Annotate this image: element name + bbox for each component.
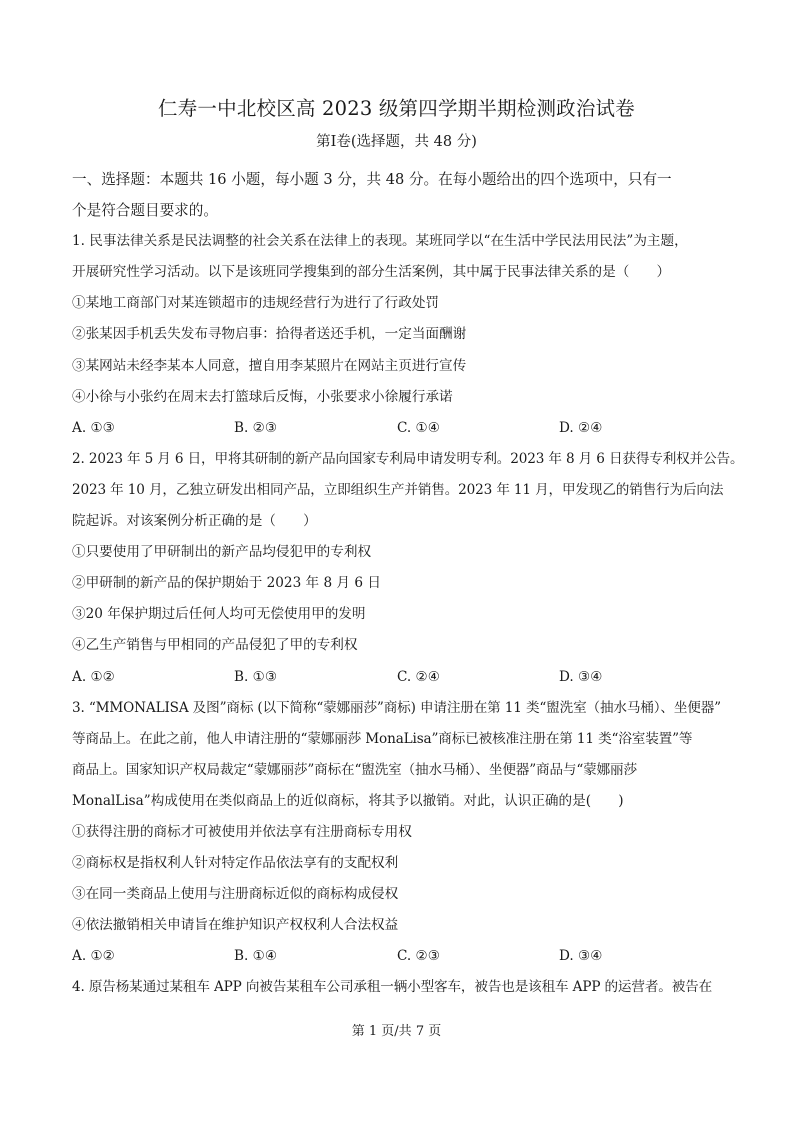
answer-options xyxy=(72,662,732,693)
question-item: ③某网站未经李某本人同意，擅自用李某照片在网站主页进行宣传 xyxy=(72,357,467,374)
question-3 xyxy=(72,693,732,973)
question-item: ④依法撤销相关申请旨在维护知识产权权利人合法权益 xyxy=(72,917,399,934)
option-d[interactable]: D. ③④ xyxy=(559,948,603,965)
question-stem: 4. 原告杨某通过某租车 APP 向被告某租车公司承租一辆小型客车，被告也是该租车 APP 的运营者。被告在 xyxy=(72,979,713,996)
answer-options xyxy=(72,413,732,444)
question-stem: 开展研究性学习活动。以下是该班同学搜集到的部分生活案例，其中属于民事法律关系的是（ ） xyxy=(72,264,671,281)
question-item: ③20 年保护期过后任何人均可无偿使用甲的发明 xyxy=(72,606,366,623)
option-a[interactable]: A. ①③ xyxy=(72,419,115,436)
option-d[interactable]: D. ②④ xyxy=(559,419,603,436)
question-1 xyxy=(72,226,732,444)
page-number: 第 1 页/共 7 页 xyxy=(351,1024,442,1039)
question-item: ③在同一类商品上使用与注册商标近似的商标构成侵权 xyxy=(72,886,399,903)
option-b[interactable]: B. ②③ xyxy=(234,419,278,436)
question-stem: 商品上。国家知识产权局裁定“蒙娜丽莎”商标在“盥洗室（抽水马桶）、坐便器”商品与“蒙娜丽莎 xyxy=(72,761,637,778)
exam-subtitle: 第Ⅰ卷(选择题，共 48 分) xyxy=(316,134,477,150)
option-d[interactable]: D. ③④ xyxy=(559,668,603,685)
question-item: ④小徐与小张约在周末去打篮球后反悔，小张要求小徐履行承诺 xyxy=(72,388,453,405)
question-stem: 2. 2023 年 5 月 6 日，甲将其研制的新产品向国家专利局申请发明专利。2023 年 8 月 6 日获得专利权并公告。 xyxy=(72,450,744,467)
question-item: ②甲研制的新产品的保护期始于 2023 年 8 月 6 日 xyxy=(72,575,381,592)
exam-body xyxy=(72,164,744,1004)
question-4 xyxy=(72,972,732,1003)
question-item: ①某地工商部门对某连锁超市的违规经营行为进行了行政处罚 xyxy=(72,295,440,312)
section-instruction: 一、选择题：本题共 16 小题，每小题 3 分，共 48 分。在每小题给出的四个选项中，只有一 xyxy=(72,171,672,188)
exam-title: 仁寿一中北校区高 2023 级第四学期半期检测政治试卷 xyxy=(158,97,635,120)
option-a[interactable]: A. ①② xyxy=(72,668,115,685)
question-stem: MonalLisa”构成使用在类似商品上的近似商标，将其予以撤销。对此，认识正确的是( ) xyxy=(72,792,624,809)
option-c[interactable]: C. ①④ xyxy=(397,419,440,436)
question-stem: 1. 民事法律关系是民法调整的社会关系在法律上的表现。某班同学以“在生活中学民法用民法”为主题， xyxy=(72,233,688,250)
question-stem: 院起诉。对该案例分析正确的是（ ） xyxy=(72,513,317,530)
question-2 xyxy=(72,444,744,693)
option-c[interactable]: C. ②④ xyxy=(397,668,440,685)
question-stem: 2023 年 10 月，乙独立研发出相同产品，立即组织生产并销售。2023 年 11 月，甲发现乙的销售行为后向法 xyxy=(72,481,724,498)
option-c[interactable]: C. ②③ xyxy=(397,948,440,965)
option-b[interactable]: B. ①④ xyxy=(234,948,278,965)
question-item: ①只要使用了甲研制出的新产品均侵犯甲的专利权 xyxy=(72,544,372,561)
question-item: ②张某因手机丢失发布寻物启事：拾得者送还手机，一定当面酬谢 xyxy=(72,326,467,343)
question-stem: 等商品上。在此之前，他人申请注册的“蒙娜丽莎 MonaLisa”商标已被核准注册在第 11 类“浴室装置”等 xyxy=(72,730,693,747)
option-a[interactable]: A. ①② xyxy=(72,948,115,965)
section-instruction: 个是符合题目要求的。 xyxy=(72,202,218,220)
question-item: ④乙生产销售与甲相同的产品侵犯了甲的专利权 xyxy=(72,637,358,654)
question-item: ①获得注册的商标才可被使用并依法享有注册商标专用权 xyxy=(72,823,412,840)
question-stem: 3. “MMONALISA 及图”商标 (以下简称“蒙娜丽莎”商标) 申请注册在第 11 类“盥洗室（抽水马桶）、坐便器” xyxy=(72,699,721,716)
option-b[interactable]: B. ①③ xyxy=(234,668,278,685)
question-item: ②商标权是指权利人针对特定作品依法享有的支配权利 xyxy=(72,855,399,872)
answer-options xyxy=(72,941,732,972)
